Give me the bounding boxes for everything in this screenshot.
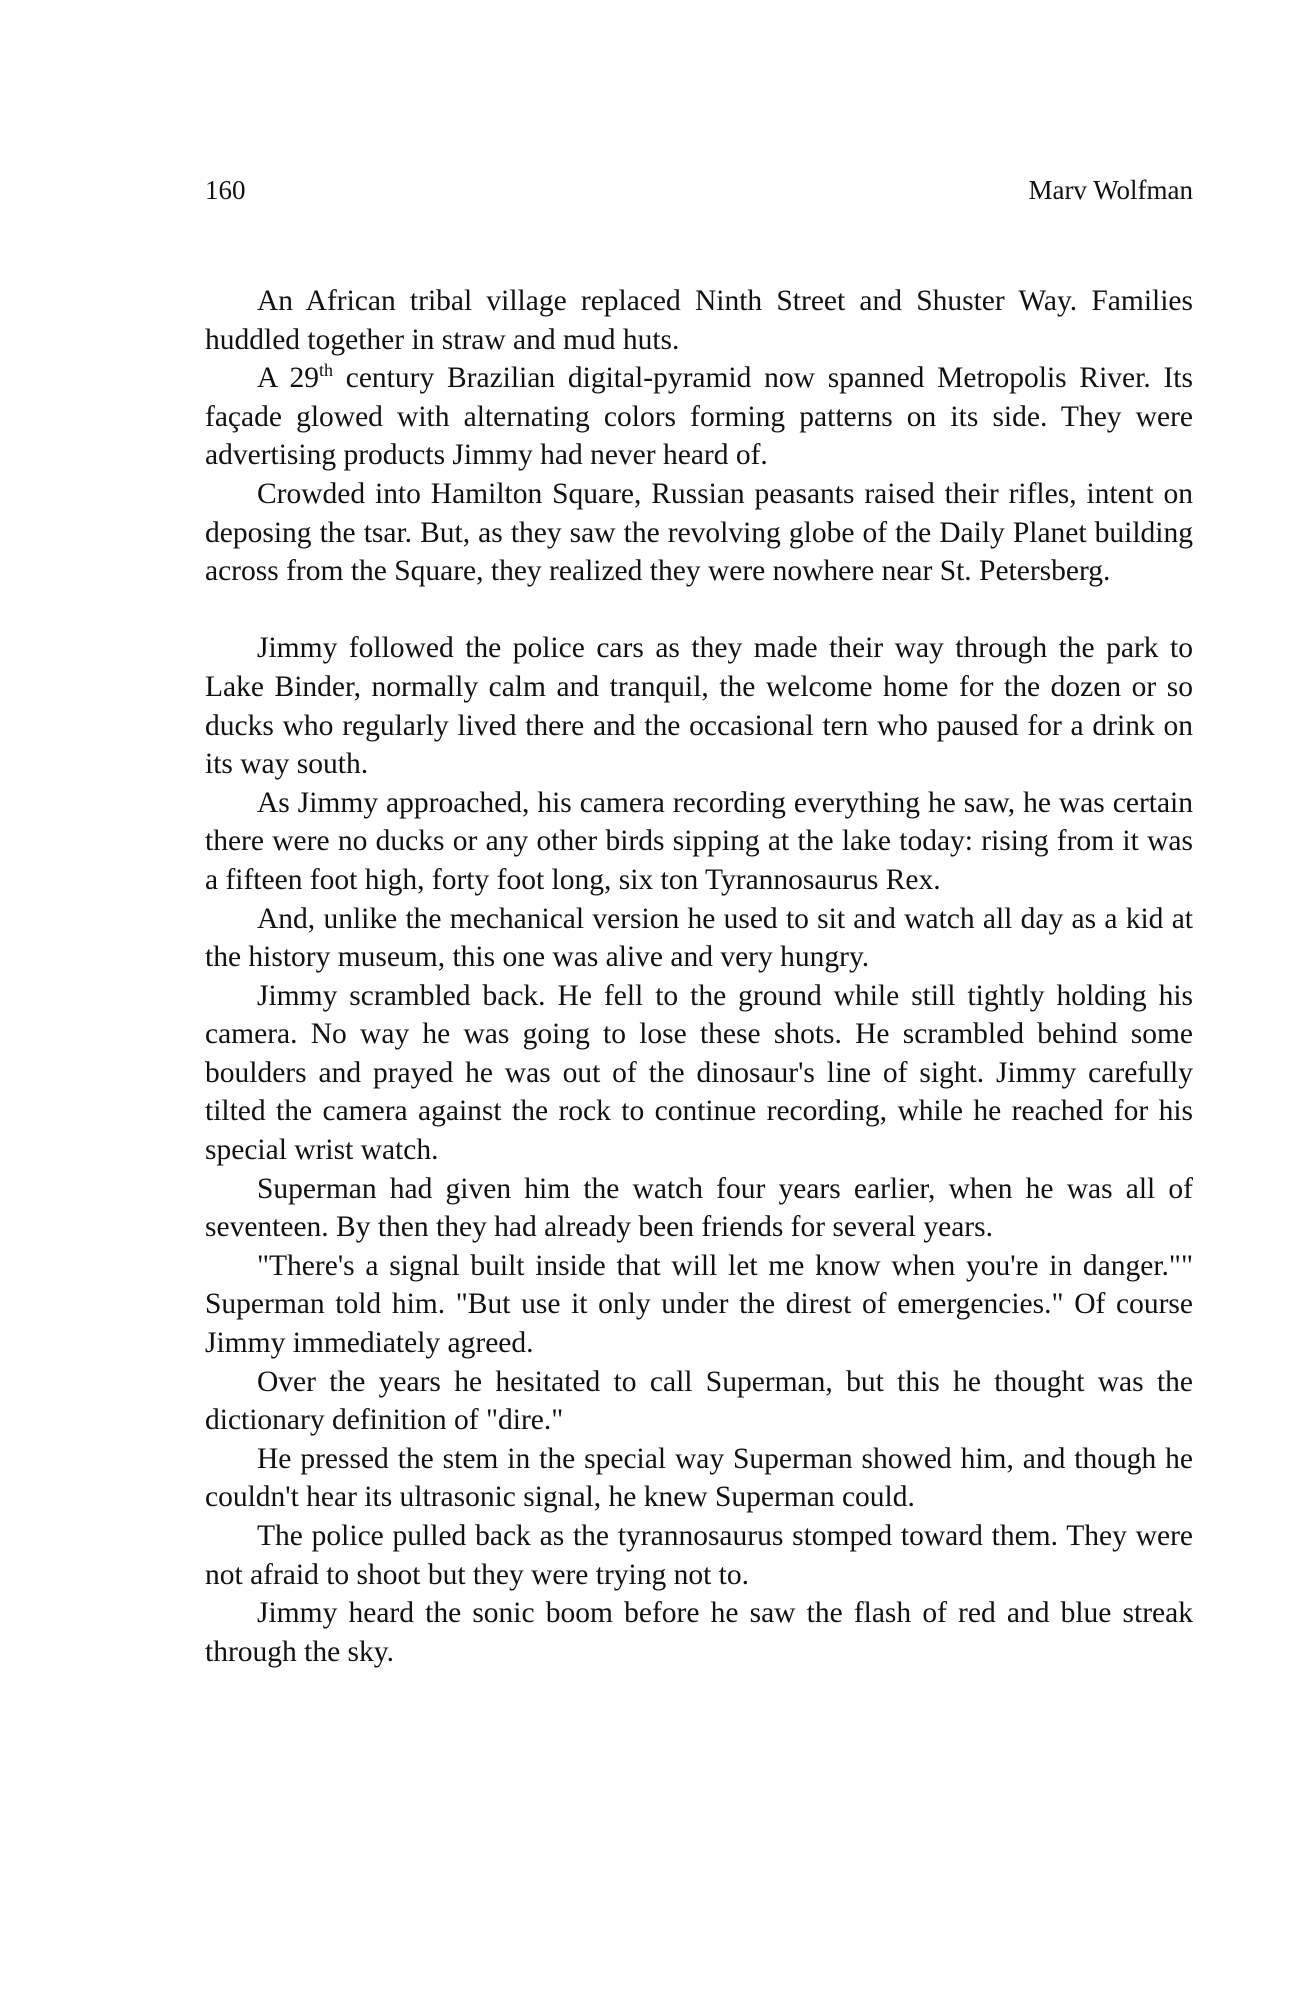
paragraph: And, unlike the mechanical version he used to sit and watch all day as a kid at the history museum, this one was alive and very hungry. — [205, 902, 1193, 974]
paragraph: Crowded into Hamilton Square, Russian peasants raised their rifles, intent on deposing the tsar. But, as they saw the revolving globe of the Daily Planet building across from the Square, they realized they were nowhere near St. Petersberg. — [205, 477, 1193, 588]
paragraph: "There's a signal built inside that will let me know when you're in danger."" Superman told him. "But use it only under the direst of emergencies." Of course Jimmy immediately agreed. — [205, 1249, 1193, 1360]
running-head — [205, 170, 1193, 210]
paragraph: As Jimmy approached, his camera recording everything he saw, he was certain there were no ducks or any other birds sipping at the lake today: rising from it was a fifteen foot high, forty foot long, six ton Tyrannosaurus Rex. — [205, 786, 1193, 896]
paragraph-text: A 29 — [257, 362, 319, 395]
body-text — [205, 282, 1193, 1671]
ordinal-suffix: th — [318, 360, 333, 381]
paragraph: The police pulled back as the tyrannosaurus stomped toward them. They were not afraid to shoot but they were trying not to. — [205, 1520, 1193, 1591]
running-head-author: Marv Wolfman — [1028, 175, 1193, 205]
paragraph: Jimmy heard the sonic boom before he saw the flash of red and blue streak through the sky. — [205, 1597, 1193, 1668]
page-number: 160 — [205, 175, 246, 205]
paragraph: An African tribal village replaced Ninth Street and Shuster Way. Families huddled together in straw and mud huts. — [205, 285, 1193, 356]
paragraph: He pressed the stem in the special way Superman showed him, and though he couldn't hear its ultrasonic signal, he knew Superman could. — [205, 1442, 1193, 1514]
paragraph: Superman had given him the watch four years earlier, when he was all of seventeen. By then they had already been friends for several years. — [205, 1172, 1193, 1244]
paragraph: Over the years he hesitated to call Superman, but this he thought was the dictionary definition of "dire." — [205, 1365, 1193, 1437]
paragraph — [205, 359, 1193, 475]
paragraph: Jimmy followed the police cars as they made their way through the park to Lake Binder, normally calm and tranquil, the welcome home for the dozen or so ducks who regularly lived there and the occasional tern who paused for a drink on its way south. — [205, 632, 1193, 781]
paragraph: Jimmy scrambled back. He fell to the ground while still tightly holding his camera. No way he was going to lose these shots. He scrambled behind some boulders and prayed he was out of the dinosaur's line of sight. Jimmy carefully tilted the camera against the rock to continue recording, while he reached for his special wrist watch. — [205, 979, 1193, 1167]
paragraph-text: century Brazilian digital-pyramid now spanned Metropolis River. Its façade glowed with alternating colors forming patterns on its side. They were advertising products Jimmy had never heard of. — [205, 362, 1193, 472]
